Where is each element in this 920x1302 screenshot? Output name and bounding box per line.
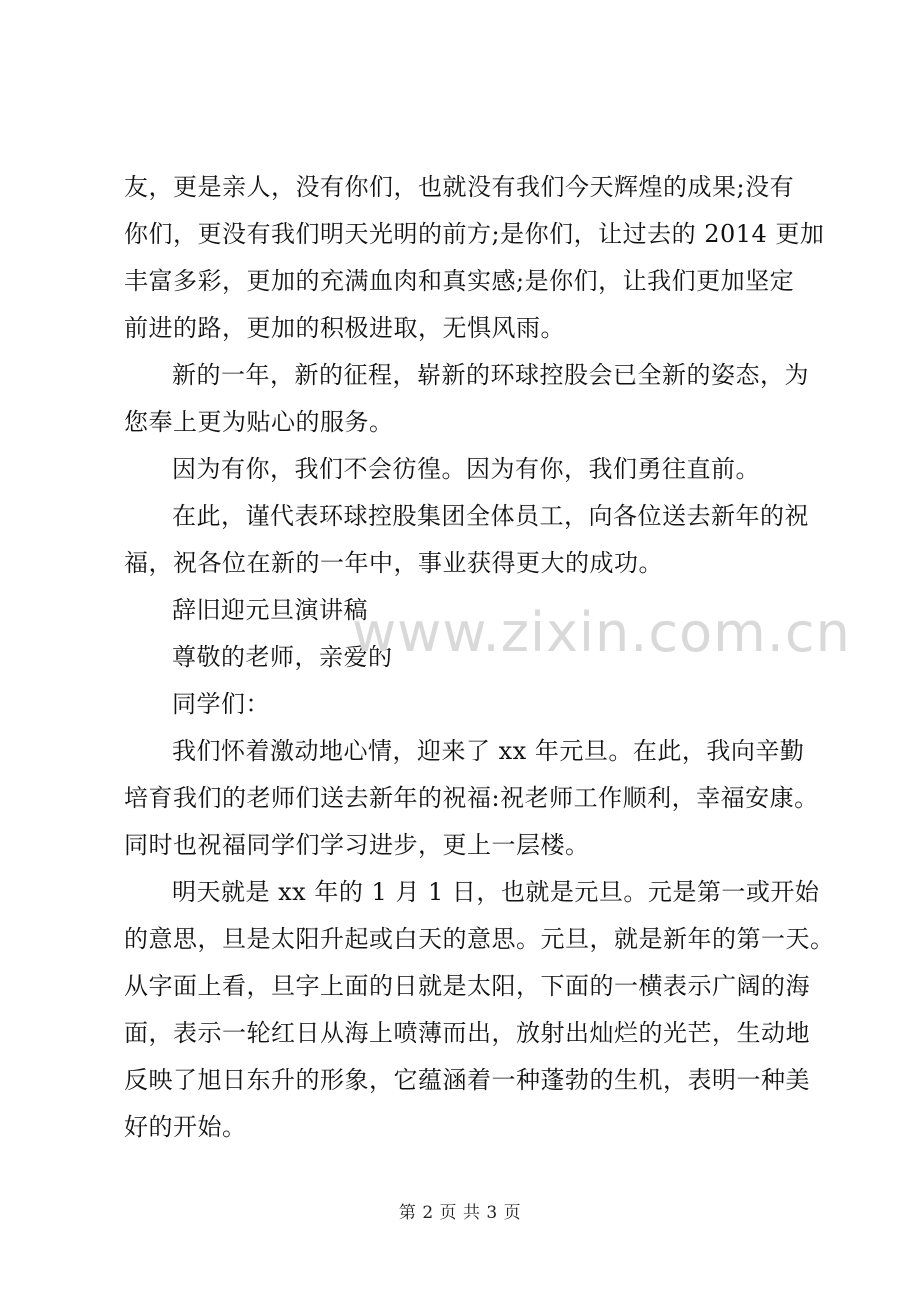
text-line: 从字面上看，旦字上面的日就是太阳，下面的一横表示广阔的海 xyxy=(124,972,810,1000)
salutation-line: 同学们： xyxy=(172,690,270,718)
text-line: 你们，更没有我们明天光明的前方;是你们，让过去的 2014 更加 xyxy=(124,220,825,248)
text-line: 福，祝各位在新的一年中，事业获得更大的成功。 xyxy=(124,549,663,577)
text-line: 同时也祝福同学们学习进步，更上一层楼。 xyxy=(124,831,590,859)
text-line: 我们怀着激动地心情，迎来了 xx 年元旦。在此，我向辛勤 xyxy=(172,737,805,765)
text-line: 的意思，旦是太阳升起或白天的意思。元旦，就是新年的第一天。 xyxy=(124,925,835,953)
text-line: 丰富多彩，更加的充满血肉和真实感;是你们，让我们更加坚定 xyxy=(124,267,795,295)
section-title: 辞旧迎元旦演讲稿 xyxy=(172,596,368,624)
page-number-footer: 第 2 页 共 3 页 xyxy=(398,1203,522,1223)
text-line: 反映了旭日东升的形象，它蕴涵着一种蓬勃的生机，表明一种美 xyxy=(124,1066,810,1094)
salutation-line: 尊敬的老师，亲爱的 xyxy=(172,643,393,671)
watermark: www.zixin.com.cn xyxy=(352,601,851,664)
text-line: 您奉上更为贴心的服务。 xyxy=(124,408,394,436)
text-line: 新的一年，新的征程，崭新的环球控股会已全新的姿态，为 xyxy=(172,361,809,389)
text-line: 面，表示一轮红日从海上喷薄而出，放射出灿烂的光芒，生动地 xyxy=(124,1019,810,1047)
text-line: 明天就是 xx 年的 1 月 1 日，也就是元旦。元是第一或开始 xyxy=(172,878,820,906)
text-line: 因为有你，我们不会彷徨。因为有你，我们勇往直前。 xyxy=(172,455,760,483)
text-line: 在此，谨代表环球控股集团全体员工，向各位送去新年的祝 xyxy=(172,502,809,530)
text-line: 培育我们的老师们送去新年的祝福:祝老师工作顺利，幸福安康。 xyxy=(124,784,819,812)
text-line: 友，更是亲人，没有你们，也就没有我们今天辉煌的成果;没有 xyxy=(124,173,795,201)
text-line: 好的开始。 xyxy=(124,1113,247,1141)
text-line: 前进的路，更加的积极进取，无惧风雨。 xyxy=(124,314,565,342)
